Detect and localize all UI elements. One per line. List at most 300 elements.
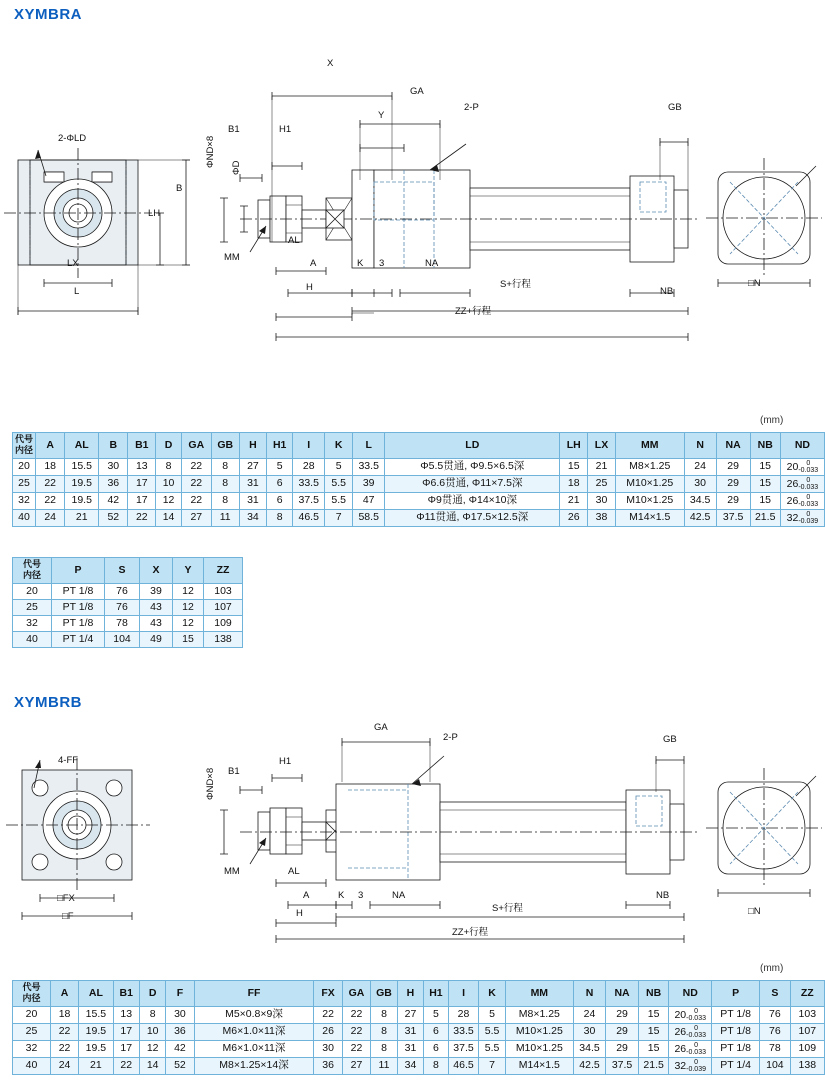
col-nb: NB [750, 433, 780, 459]
cell-b: 36 [99, 475, 128, 492]
cell-k: 5.5 [325, 475, 353, 492]
cell-n: 42.5 [684, 509, 716, 526]
label-gb2: GB [663, 734, 677, 745]
cell-h: 31 [397, 1040, 423, 1057]
table-row [13, 509, 825, 526]
cell-fx: 36 [314, 1057, 342, 1074]
cell-na: 29 [606, 1006, 639, 1023]
cell-nd: 32 0 -0.039 [780, 509, 824, 526]
cell-l: 58.5 [353, 509, 385, 526]
cell-nd: 20 0 -0.033 [669, 1006, 712, 1023]
cell-lx: 25 [588, 475, 616, 492]
cell-s: 78 [105, 615, 140, 631]
col-ga: GA [181, 433, 211, 459]
cell-code: 32 [13, 1040, 51, 1057]
cell-h1: 6 [267, 492, 293, 509]
units-note-2: (mm) [760, 963, 784, 974]
cell-d: 14 [140, 1057, 166, 1074]
cell-mm: M14×1.5 [505, 1057, 573, 1074]
cell-al: 21 [79, 1057, 113, 1074]
cell-zz: 138 [204, 631, 243, 647]
cell-b1: 17 [113, 1040, 139, 1057]
cell-a: 22 [36, 475, 65, 492]
col-h1: H1 [424, 981, 449, 1007]
cell-x: 43 [140, 615, 173, 631]
cell-code: 40 [13, 631, 52, 647]
cell-h1: 6 [424, 1040, 449, 1057]
col-na: NA [716, 433, 750, 459]
cell-ga: 22 [342, 1023, 370, 1040]
col-l: L [353, 433, 385, 459]
table-row [13, 492, 825, 509]
label-d: ΦD [231, 160, 242, 175]
cell-d: 8 [156, 458, 182, 475]
spec-table-xymbra-secondary [12, 557, 243, 648]
spec-table-xymbra-main [12, 432, 825, 527]
cell-p: PT 1/8 [52, 583, 105, 599]
cell-l: 47 [353, 492, 385, 509]
cell-lh: 26 [560, 509, 588, 526]
cell-h: 31 [239, 475, 267, 492]
label-3: 3 [379, 258, 385, 269]
cell-i: 28 [448, 1006, 479, 1023]
label-mm2: MM [224, 866, 240, 877]
cell-b: 52 [99, 509, 128, 526]
cell-i: 46.5 [293, 509, 325, 526]
table-header-row [13, 981, 825, 1007]
cell-nd: 26 0 -0.033 [780, 492, 824, 509]
cell-k: 5 [325, 458, 353, 475]
cell-b1: 13 [128, 458, 156, 475]
cell-zz: 107 [204, 599, 243, 615]
cell-d: 14 [156, 509, 182, 526]
col-h1: H1 [267, 433, 293, 459]
cell-nb: 15 [638, 1040, 669, 1057]
cell-h: 31 [239, 492, 267, 509]
cell-s: 104 [105, 631, 140, 647]
cell-gb: 8 [211, 492, 239, 509]
drawing-xymbra [0, 30, 825, 360]
table-row [13, 583, 243, 599]
cell-k: 7 [479, 1057, 506, 1074]
cell-n: 42.5 [573, 1057, 606, 1074]
cell-gb: 8 [371, 1023, 398, 1040]
cell-lh: 18 [560, 475, 588, 492]
cell-ga: 22 [181, 475, 211, 492]
cell-y: 12 [173, 599, 204, 615]
cell-gb: 8 [371, 1006, 398, 1023]
cell-mm: M10×1.25 [615, 475, 684, 492]
cell-nd: 26 0 -0.033 [669, 1040, 712, 1057]
cell-gb: 8 [211, 475, 239, 492]
cell-i: 37.5 [448, 1040, 479, 1057]
col-a: A [50, 981, 78, 1007]
cell-p: PT 1/8 [52, 615, 105, 631]
col-y: Y [173, 558, 204, 584]
cell-a: 18 [36, 458, 65, 475]
cell-na: 29 [606, 1023, 639, 1040]
cell-l: 33.5 [353, 458, 385, 475]
cell-s: 76 [760, 1006, 790, 1023]
col-gb: GB [371, 981, 398, 1007]
cell-x: 43 [140, 599, 173, 615]
cell-na: 37.5 [606, 1057, 639, 1074]
label-s-stroke-2: S+行程 [492, 903, 523, 914]
col-h: H [239, 433, 267, 459]
col-k: K [479, 981, 506, 1007]
col-al: AL [79, 981, 113, 1007]
cell-fx: 26 [314, 1023, 342, 1040]
label-nb: NB [660, 286, 674, 297]
cell-s: 76 [760, 1023, 790, 1040]
cell-a: 22 [36, 492, 65, 509]
cell-f: 30 [166, 1006, 194, 1023]
cell-h1: 5 [424, 1006, 449, 1023]
col-f: F [166, 981, 194, 1007]
cell-n: 30 [684, 475, 716, 492]
cell-f: 52 [166, 1057, 194, 1074]
cell-code: 32 [13, 615, 52, 631]
cell-na: 29 [716, 458, 750, 475]
table-row [13, 1040, 825, 1057]
cell-p: PT 1/8 [712, 1023, 760, 1040]
table-row [13, 458, 825, 475]
label-nb2: NB [656, 890, 670, 901]
cell-h1: 8 [424, 1057, 449, 1074]
cell-h1: 8 [267, 509, 293, 526]
label-square-n: □N [748, 278, 761, 289]
cell-y: 12 [173, 615, 204, 631]
cell-k: 5 [479, 1006, 506, 1023]
label-ga: GA [410, 86, 424, 97]
cell-h1: 5 [267, 458, 293, 475]
cell-p: PT 1/4 [712, 1057, 760, 1074]
table-row [13, 1023, 825, 1040]
cell-i: 33.5 [293, 475, 325, 492]
label-4-ff: 4-FF [58, 755, 79, 766]
cell-ga: 22 [342, 1040, 370, 1057]
col-zz: ZZ [790, 981, 824, 1007]
cell-ff: M5×0.8×9深 [194, 1006, 314, 1023]
cell-zz: 109 [790, 1040, 824, 1057]
label-2-lD: 2-ΦLD [58, 133, 87, 144]
cell-code: 32 [13, 492, 36, 509]
col-nd: ND [669, 981, 712, 1007]
cell-code: 25 [13, 475, 36, 492]
label-zz-stroke-2: ZZ+行程 [452, 927, 489, 938]
cell-b: 42 [99, 492, 128, 509]
cell-lx: 30 [588, 492, 616, 509]
cell-ld: Φ6.6贯通, Φ11×7.5深 [385, 475, 560, 492]
cell-y: 12 [173, 583, 204, 599]
label-s-stroke: S+行程 [500, 279, 531, 290]
cell-d: 12 [156, 492, 182, 509]
col-al: AL [65, 433, 99, 459]
cell-h: 27 [239, 458, 267, 475]
cell-lx: 38 [588, 509, 616, 526]
label-h1-2: H1 [279, 756, 292, 767]
cell-k: 7 [325, 509, 353, 526]
cell-lx: 21 [588, 458, 616, 475]
cell-k: 5.5 [325, 492, 353, 509]
label-a: A [310, 258, 317, 269]
cell-a: 24 [50, 1057, 78, 1074]
cell-zz: 107 [790, 1023, 824, 1040]
label-lh: LH [148, 208, 161, 219]
cell-gb: 11 [211, 509, 239, 526]
cell-al: 15.5 [79, 1006, 113, 1023]
col-ff: FF [194, 981, 314, 1007]
cell-ga: 22 [181, 458, 211, 475]
cell-n: 24 [684, 458, 716, 475]
col-b1: B1 [113, 981, 139, 1007]
col-i: I [293, 433, 325, 459]
label-al2: AL [288, 866, 300, 877]
drawing-xymbrb [0, 712, 825, 957]
cell-h: 34 [397, 1057, 423, 1074]
cell-al: 19.5 [65, 492, 99, 509]
label-zz-stroke: ZZ+行程 [455, 306, 492, 317]
cell-lh: 15 [560, 458, 588, 475]
cell-ff: M6×1.0×11深 [194, 1040, 314, 1057]
cell-nd: 20 0 -0.033 [780, 458, 824, 475]
label-h2: H [296, 908, 303, 919]
col-a: A [36, 433, 65, 459]
cell-zz: 103 [204, 583, 243, 599]
cell-mm: M14×1.5 [615, 509, 684, 526]
col-code: 代号 内径 [13, 558, 52, 584]
label-k2: K [338, 890, 345, 901]
label-square-fx: □FX [57, 893, 75, 904]
table-row [13, 615, 243, 631]
col-code: 代号 内径 [13, 981, 51, 1007]
cell-n: 30 [573, 1023, 606, 1040]
cell-p: PT 1/4 [52, 631, 105, 647]
label-2-p2: 2-P [443, 732, 458, 743]
cell-fx: 22 [314, 1006, 342, 1023]
table-row [13, 1057, 825, 1074]
label-2-p: 2-P [464, 102, 479, 113]
cell-mm: M8×1.25 [505, 1006, 573, 1023]
cell-nd: 32 0 -0.039 [669, 1057, 712, 1074]
cell-d: 10 [140, 1023, 166, 1040]
col-nb: NB [638, 981, 669, 1007]
col-code: 代号 内径 [13, 433, 36, 459]
cell-na: 29 [716, 492, 750, 509]
label-nd2: ΦND×8 [205, 767, 216, 800]
cell-i: 28 [293, 458, 325, 475]
table-header-row [13, 558, 243, 584]
cell-zz: 109 [204, 615, 243, 631]
cell-code: 20 [13, 583, 52, 599]
cell-ga: 27 [181, 509, 211, 526]
label-na2: NA [392, 890, 406, 901]
table-header-row [13, 433, 825, 459]
col-ga: GA [342, 981, 370, 1007]
cell-al: 19.5 [79, 1023, 113, 1040]
cell-h: 31 [397, 1023, 423, 1040]
col-d: D [140, 981, 166, 1007]
col-k: K [325, 433, 353, 459]
cell-a: 22 [50, 1023, 78, 1040]
label-na: NA [425, 258, 439, 269]
col-lx: LX [588, 433, 616, 459]
label-x: X [327, 58, 334, 69]
cell-ld: Φ5.5贯通, Φ9.5×6.5深 [385, 458, 560, 475]
label-square-n2: □N [748, 906, 761, 917]
cell-nb: 15 [638, 1006, 669, 1023]
cell-al: 19.5 [65, 475, 99, 492]
cell-h1: 6 [267, 475, 293, 492]
cell-code: 25 [13, 599, 52, 615]
cell-gb: 8 [371, 1040, 398, 1057]
cell-a: 24 [36, 509, 65, 526]
cell-lh: 21 [560, 492, 588, 509]
cell-a: 22 [50, 1040, 78, 1057]
cell-ga: 27 [342, 1057, 370, 1074]
spec-table-xymbrb [12, 980, 825, 1075]
col-gb: GB [211, 433, 239, 459]
cell-code: 40 [13, 1057, 51, 1074]
label-ga2: GA [374, 722, 388, 733]
cell-x: 49 [140, 631, 173, 647]
section-title-xymbra: XYMBRA [14, 6, 83, 23]
cell-f: 36 [166, 1023, 194, 1040]
col-x: X [140, 558, 173, 584]
cell-code: 25 [13, 1023, 51, 1040]
cell-n: 34.5 [573, 1040, 606, 1057]
cell-code: 20 [13, 1006, 51, 1023]
cell-d: 12 [140, 1040, 166, 1057]
cell-p: PT 1/8 [712, 1040, 760, 1057]
cell-mm: M10×1.25 [505, 1040, 573, 1057]
col-i: I [448, 981, 479, 1007]
label-al: AL [288, 235, 300, 246]
cell-na: 37.5 [716, 509, 750, 526]
cell-s: 104 [760, 1057, 790, 1074]
col-n: N [573, 981, 606, 1007]
cell-gb: 8 [211, 458, 239, 475]
col-p: P [52, 558, 105, 584]
cell-b1: 17 [128, 492, 156, 509]
col-fx: FX [314, 981, 342, 1007]
cell-mm: M10×1.25 [505, 1023, 573, 1040]
cell-a: 18 [50, 1006, 78, 1023]
cell-n: 24 [573, 1006, 606, 1023]
label-lx: LX [67, 258, 79, 269]
cell-mm: M10×1.25 [615, 492, 684, 509]
cell-al: 19.5 [79, 1040, 113, 1057]
cell-ff: M6×1.0×11深 [194, 1023, 314, 1040]
cell-h: 27 [397, 1006, 423, 1023]
cell-nb: 21.5 [638, 1057, 669, 1074]
label-h: H [306, 282, 313, 293]
label-3-2: 3 [358, 890, 364, 901]
cell-k: 5.5 [479, 1023, 506, 1040]
cell-na: 29 [716, 475, 750, 492]
table-row [13, 475, 825, 492]
cell-b1: 22 [128, 509, 156, 526]
cell-s: 76 [105, 599, 140, 615]
cell-zz: 103 [790, 1006, 824, 1023]
cell-al: 15.5 [65, 458, 99, 475]
col-na: NA [606, 981, 639, 1007]
label-b1-2: B1 [228, 766, 240, 777]
cell-i: 33.5 [448, 1023, 479, 1040]
cell-b1: 13 [113, 1006, 139, 1023]
label-mm: MM [224, 252, 240, 263]
cell-f: 42 [166, 1040, 194, 1057]
label-gb: GB [668, 102, 682, 113]
cell-h1: 6 [424, 1023, 449, 1040]
cell-code: 40 [13, 509, 36, 526]
col-s: S [760, 981, 790, 1007]
cell-nd: 26 0 -0.033 [669, 1023, 712, 1040]
cell-k: 5.5 [479, 1040, 506, 1057]
label-square-f: □F [62, 911, 74, 922]
cell-nb: 15 [750, 458, 780, 475]
col-d: D [156, 433, 182, 459]
cell-nb: 15 [750, 492, 780, 509]
label-k: K [357, 258, 364, 269]
label-b: B [176, 183, 183, 194]
units-note-1: (mm) [760, 415, 784, 426]
cell-mm: M8×1.25 [615, 458, 684, 475]
col-nd: ND [780, 433, 824, 459]
col-b: B [99, 433, 128, 459]
cell-p: PT 1/8 [52, 599, 105, 615]
cell-h: 34 [239, 509, 267, 526]
cell-d: 8 [140, 1006, 166, 1023]
cell-x: 39 [140, 583, 173, 599]
cell-y: 15 [173, 631, 204, 647]
label-l: L [74, 286, 80, 297]
cell-b1: 17 [113, 1023, 139, 1040]
cell-fx: 30 [314, 1040, 342, 1057]
cell-gb: 11 [371, 1057, 398, 1074]
label-h1: H1 [279, 124, 292, 135]
cell-ld: Φ11贯通, Φ17.5×12.5深 [385, 509, 560, 526]
cell-nb: 15 [750, 475, 780, 492]
label-y: Y [378, 110, 385, 121]
cell-b: 30 [99, 458, 128, 475]
cell-b1: 17 [128, 475, 156, 492]
label-nd: ΦND×8 [205, 135, 216, 168]
cell-al: 21 [65, 509, 99, 526]
cell-zz: 138 [790, 1057, 824, 1074]
cell-l: 39 [353, 475, 385, 492]
col-p: P [712, 981, 760, 1007]
cell-s: 76 [105, 583, 140, 599]
cell-code: 20 [13, 458, 36, 475]
cell-nb: 21.5 [750, 509, 780, 526]
col-zz: ZZ [204, 558, 243, 584]
col-b1: B1 [128, 433, 156, 459]
col-mm: MM [615, 433, 684, 459]
cell-ga: 22 [342, 1006, 370, 1023]
col-ld: LD [385, 433, 560, 459]
section-title-xymbrb: XYMBRB [14, 694, 83, 711]
label-b1: B1 [228, 124, 240, 135]
table-row [13, 631, 243, 647]
cell-s: 78 [760, 1040, 790, 1057]
table-row [13, 1006, 825, 1023]
col-n: N [684, 433, 716, 459]
cell-p: PT 1/8 [712, 1006, 760, 1023]
table-row [13, 599, 243, 615]
col-h: H [397, 981, 423, 1007]
cell-i: 46.5 [448, 1057, 479, 1074]
